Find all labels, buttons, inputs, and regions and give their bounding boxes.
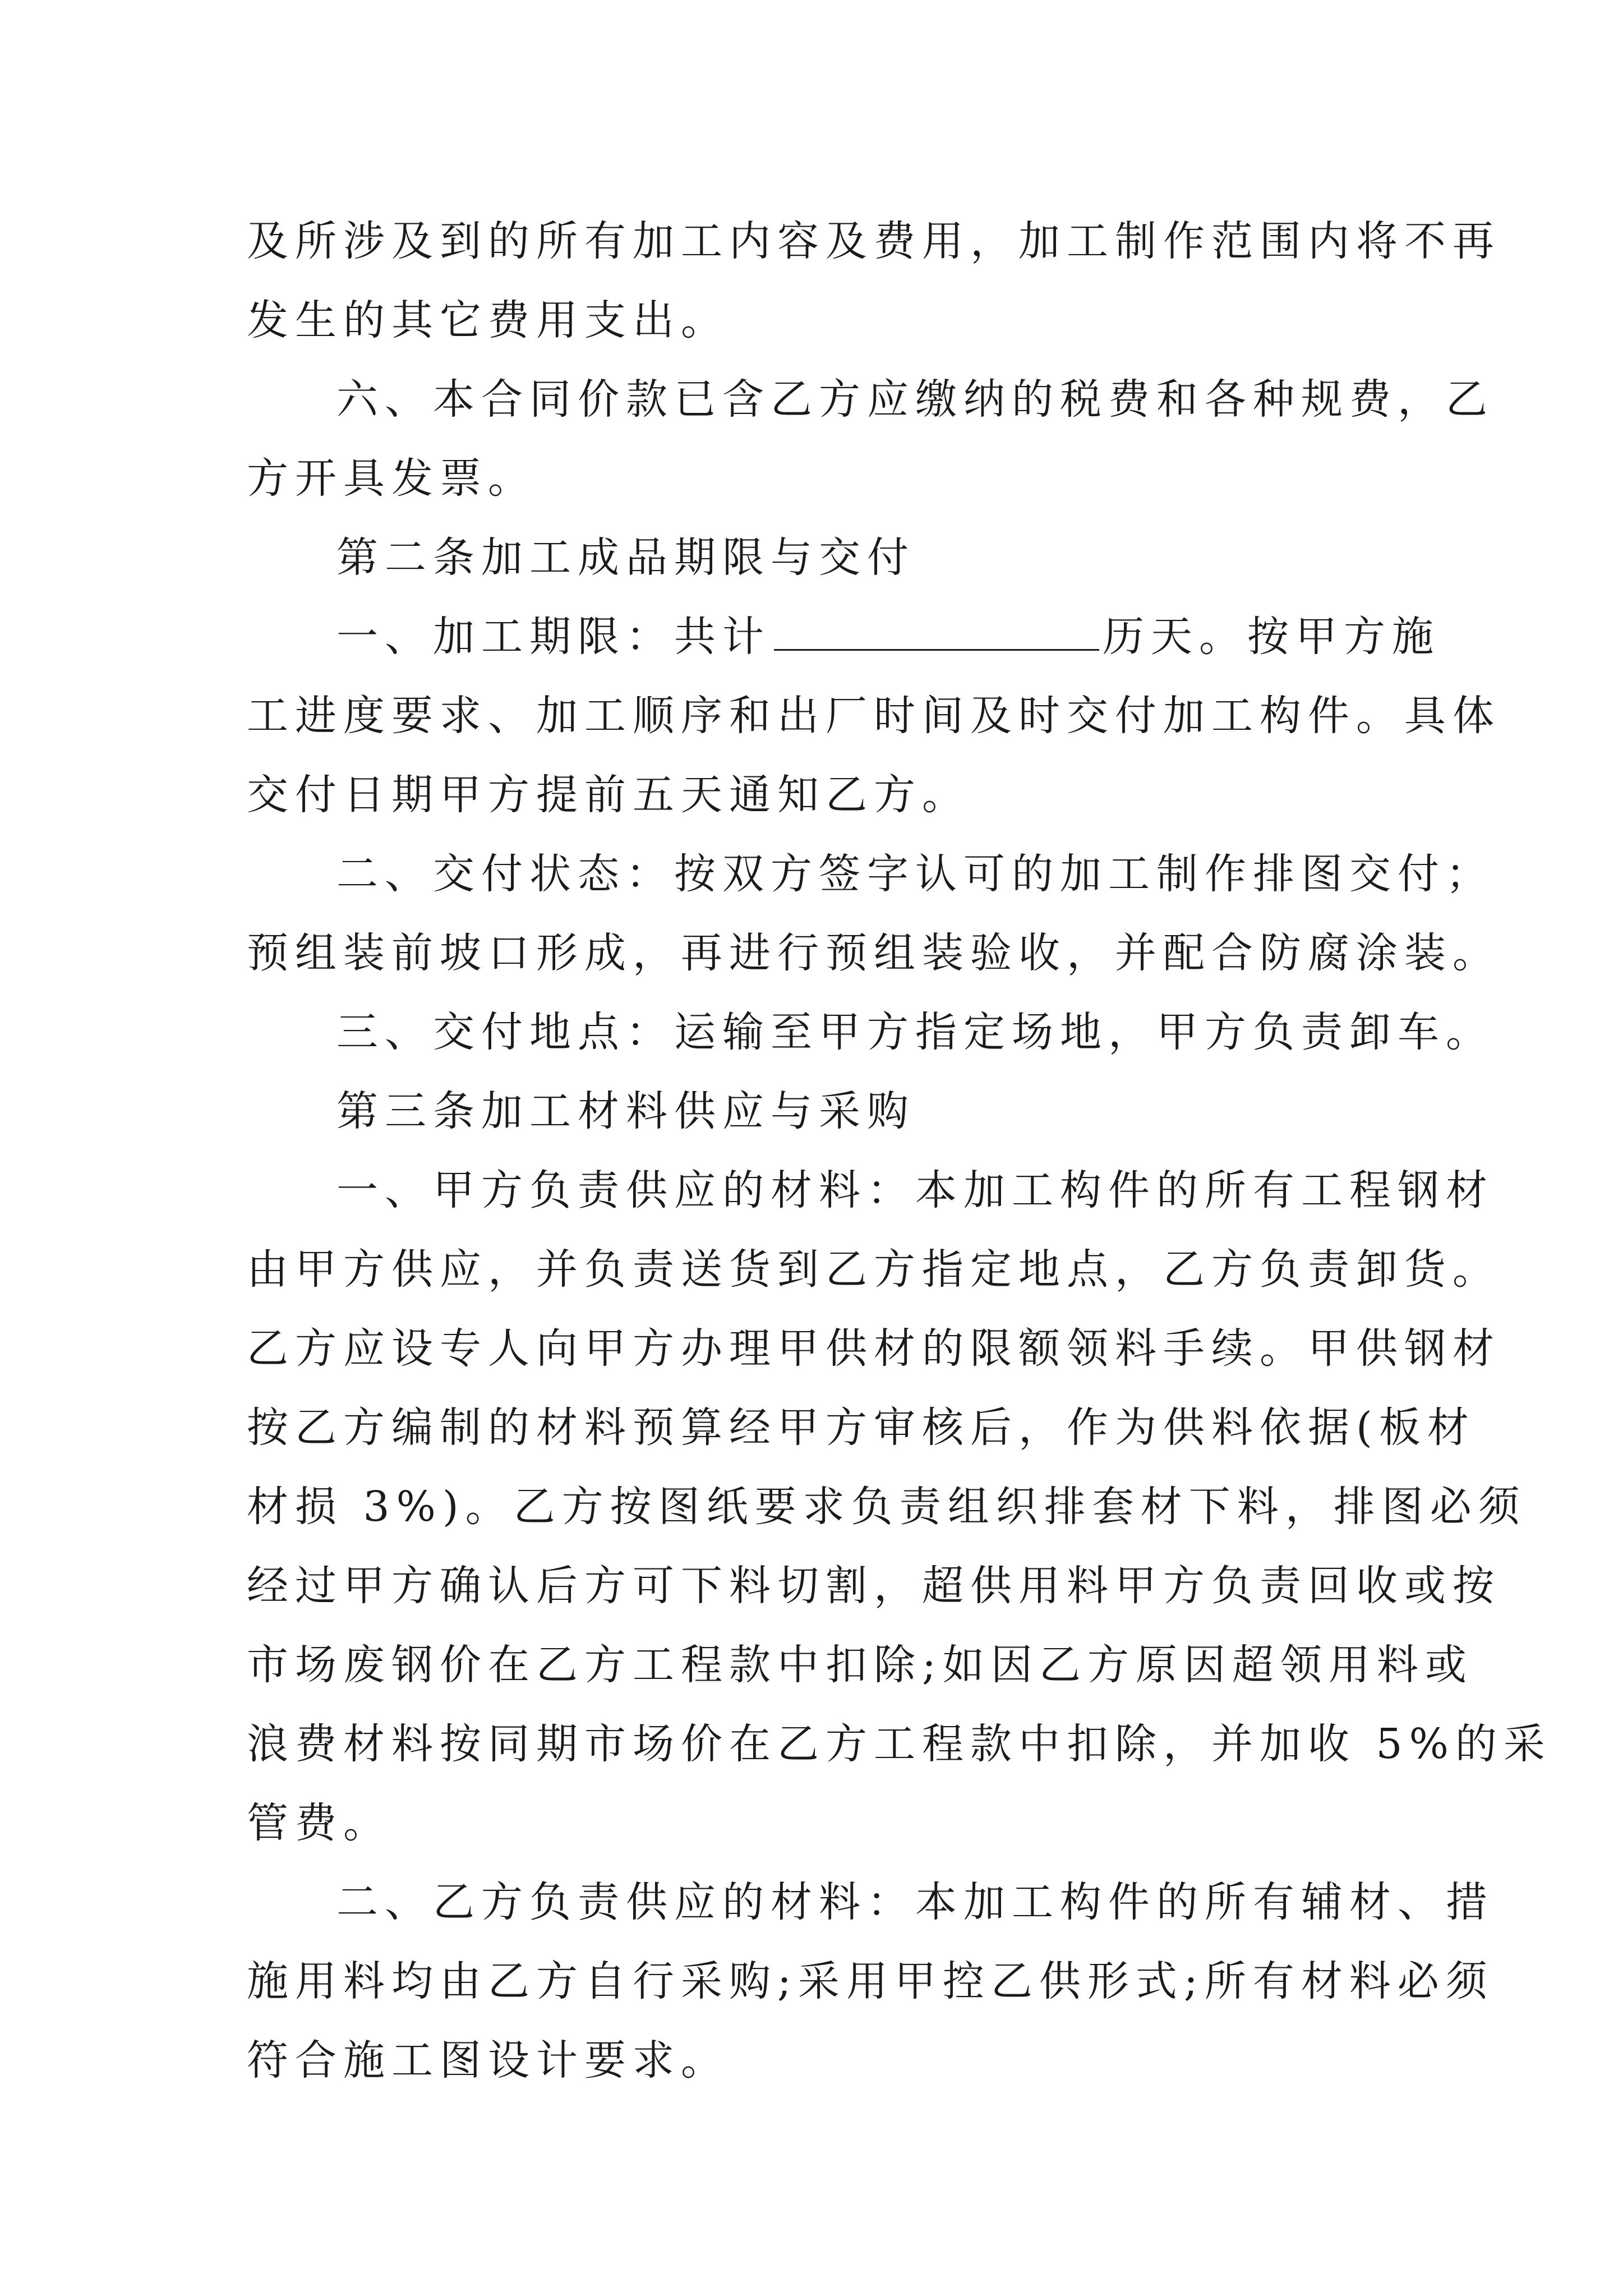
text-line: 市场废钢价在乙方工程款中扣除;如因乙方原因超领用料或 — [247, 1641, 1473, 1689]
text-line: 二、交付状态：按双方签字认可的加工制作排图交付； — [336, 850, 1494, 898]
section-heading: 第二条加工成品期限与交付 — [336, 533, 915, 582]
text-line: 六、本合同价款已含乙方应缴纳的税费和各种规费，乙 — [336, 375, 1494, 424]
text-line: 预组装前坡口形成，再进行预组装验收，并配合防腐涂装。 — [247, 929, 1501, 977]
text-line: 一、甲方负责供应的材料：本加工构件的所有工程钢材 — [336, 1166, 1494, 1214]
text-segment: 一、加工期限：共计 — [336, 613, 771, 661]
text-line: 交付日期甲方提前五天通知乙方。 — [247, 771, 970, 819]
text-line: 材损 3%)。乙方按图纸要求负责组织排套材下料，排图必须 — [247, 1483, 1527, 1531]
text-line: 管费。 — [247, 1799, 391, 1847]
text-line-with-blank — [247, 597, 1440, 677]
text-line: 由甲方供应，并负责送货到乙方指定地点，乙方负责卸货。 — [247, 1245, 1501, 1294]
text-line: 方开具发票。 — [247, 454, 536, 503]
text-line: 按乙方编制的材料预算经甲方审核后，作为供料依据(板材 — [247, 1404, 1476, 1452]
text-line: 二、乙方负责供应的材料：本加工构件的所有辅材、措 — [336, 1878, 1494, 1926]
fill-in-blank — [774, 615, 1099, 651]
text-line: 浪费材料按同期市场价在乙方工程款中扣除，并加收 5%的采 — [247, 1720, 1552, 1768]
text-line: 符合施工图设计要求。 — [247, 2036, 729, 2085]
text-line: 及所涉及到的所有加工内容及费用，加工制作范围内将不再 — [247, 217, 1501, 265]
text-line: 发生的其它费用支出。 — [247, 296, 729, 344]
text-line: 乙方应设专人向甲方办理甲供材的限额领料手续。甲供钢材 — [247, 1324, 1501, 1373]
text-line: 经过甲方确认后方可下料切割，超供用料甲方负责回收或按 — [247, 1562, 1501, 1610]
section-heading: 第三条加工材料供应与采购 — [336, 1087, 915, 1135]
text-line: 工进度要求、加工顺序和出厂时间及时交付加工构件。具体 — [247, 692, 1501, 740]
document-page — [247, 202, 1552, 2100]
text-segment: 历天。按甲方施 — [1103, 613, 1440, 661]
text-line: 三、交付地点：运输至甲方指定场地，甲方负责卸车。 — [336, 1008, 1494, 1056]
text-line: 施用料均由乙方自行采购;采用甲控乙供形式;所有材料必须 — [247, 1957, 1494, 2005]
